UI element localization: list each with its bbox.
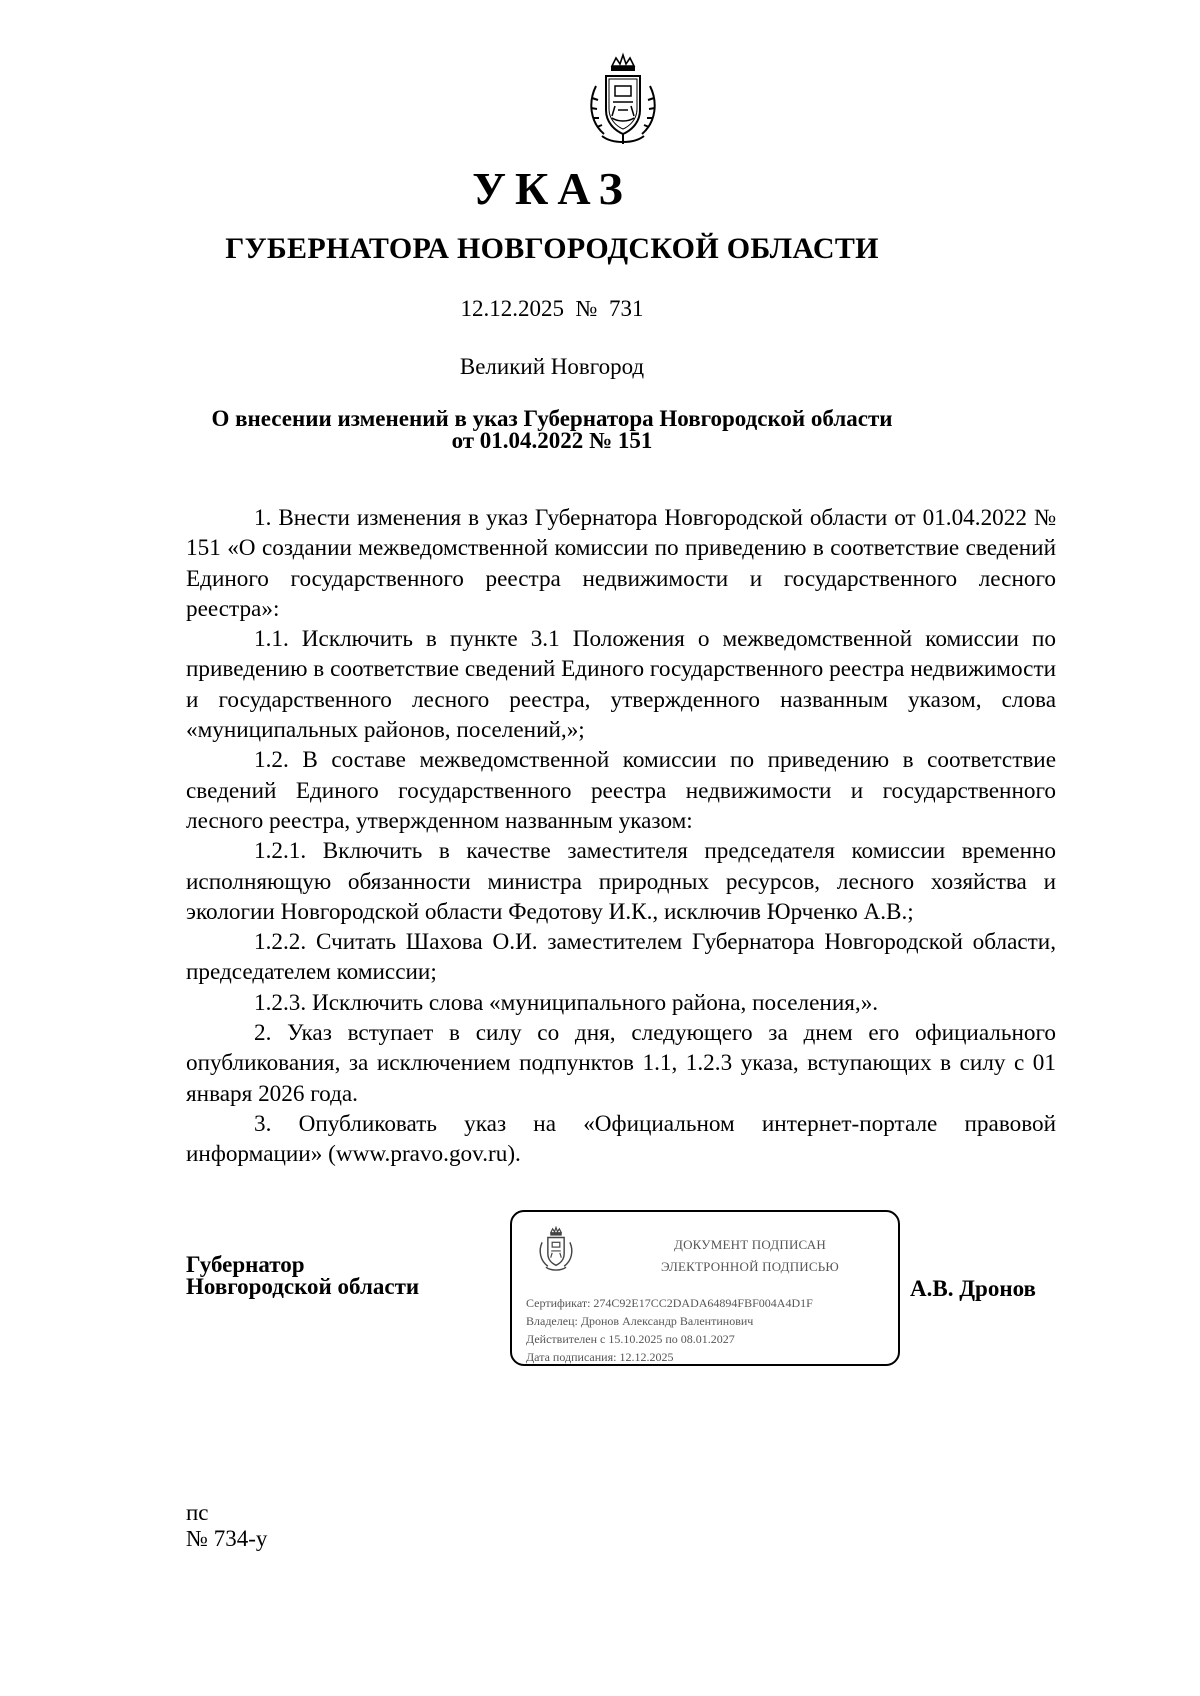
document-type: УКАЗ (472, 163, 632, 214)
stamp-heading-line-1: ДОКУМЕНТ ПОДПИСАН (674, 1237, 826, 1252)
coat-of-arms-icon (536, 1226, 576, 1272)
stamp-heading-line-2: ЭЛЕКТРОННОЙ ПОДПИСЬЮ (661, 1259, 839, 1274)
stamp-details (526, 1294, 813, 1366)
paragraph: 1.2.1. Включить в качестве заместителя председателя комиссии временно исполняющую обязанности министра природных ресурсов, лесного хозяйства и экологии Новгородской области Федотову И.К., исключив Юрченко А.В.; (186, 838, 1056, 925)
stamp-validity: Действителен с 15.10.2025 по 08.01.2027 (526, 1332, 735, 1346)
paragraph: 1.2.2. Считать Шахова О.И. заместителем Губернатора Новгородской области, председателем комиссии; (186, 929, 1056, 986)
stamp-heading (622, 1234, 878, 1278)
coat-of-arms-icon (582, 52, 664, 148)
signer-title-line-2: Новгородской области (186, 1274, 420, 1299)
subject-line-2: от 01.04.2022 № 151 (451, 428, 653, 453)
document-body (186, 503, 1056, 1170)
signer-title (186, 1254, 419, 1298)
paragraph: 1. Внести изменения в указ Губернатора Новгородской области от 01.04.2022 № 151 «О создании межведомственной комиссии по приведению в соответствие сведений Единого государственного реестра недвижимости и государственного лесного реестра»: (186, 505, 1056, 622)
paragraph: 3. Опубликовать указ на «Официальном интернет-портале правовой информации» (www.pravo.gov.ru). (186, 1110, 1056, 1168)
stamp-certificate: Сертификат: 274C92E17CC2DADA64894FBF004A4D1F (526, 1296, 813, 1310)
paragraph: 1.2. В составе межведомственной комиссии по приведению в соответствие сведений Единого государственного реестра недвижимости и государственного лесного реестра, утвержденном названным указом: (186, 747, 1056, 834)
signer-name: А.В. Дронов (910, 1276, 1036, 1301)
subject-line-1: О внесении изменений в указ Губернатора Новгородской области (211, 406, 893, 431)
city: Великий Новгород (459, 354, 645, 379)
electronic-signature-stamp (510, 1210, 900, 1366)
date-and-number: 12.12.2025 № 731 (460, 296, 644, 321)
footer-note (186, 1500, 267, 1552)
footer-line-2: № 734-у (186, 1526, 268, 1551)
paragraph: 1.1. Исключить в пункте 3.1 Положения о межведомственной комиссии по приведению в соответствие сведений Единого государственного реестра недвижимости и государственного лесного реестра, утвержденного названным указом, слова «муниципальных районов, поселений,»; (186, 626, 1056, 744)
signer-title-line-1: Губернатор (186, 1252, 305, 1277)
footer-line-1: пс (186, 1500, 209, 1525)
stamp-signed-date: Дата подписания: 12.12.2025 (526, 1350, 674, 1364)
paragraph: 1.2.3. Исключить слова «муниципального района, поселения,». (254, 989, 879, 1016)
issuing-authority: ГУБЕРНАТОРА НОВГОРОДСКОЙ ОБЛАСТИ (225, 232, 879, 265)
stamp-owner: Владелец: Дронов Александр Валентинович (526, 1314, 754, 1328)
paragraph: 2. Указ вступает в силу со дня, следующего за днем его официального опубликования, за исключением подпунктов 1.1, 1.2.3 указа, вступающих в силу с 01 января 2026 года. (186, 1020, 1056, 1107)
document-subject (0, 408, 1104, 452)
